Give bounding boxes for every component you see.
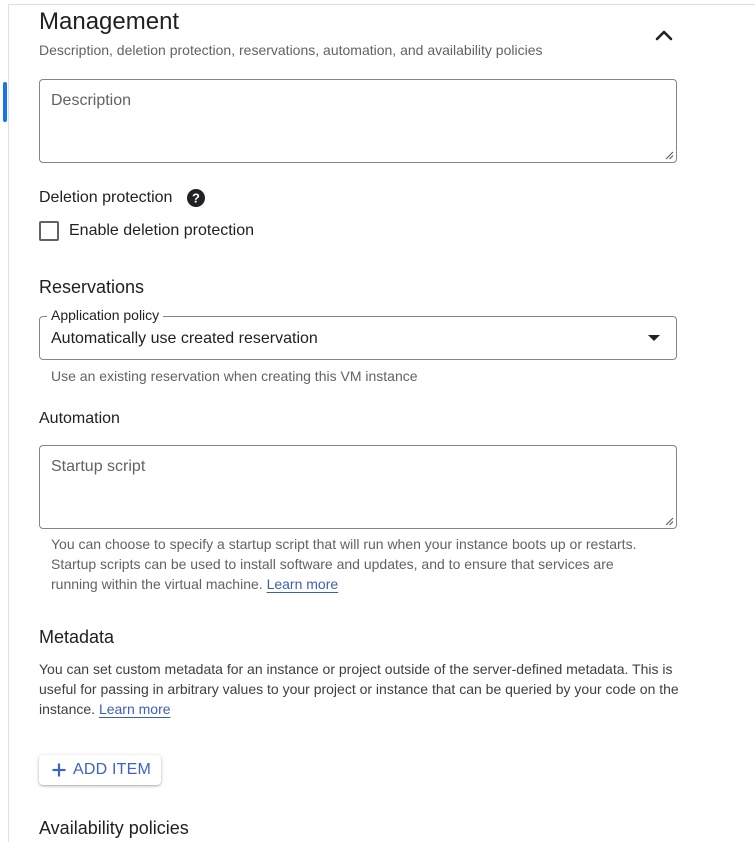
help-circle-icon[interactable]	[187, 189, 205, 207]
metadata-learn-more-link[interactable]: Learn more	[98, 701, 171, 717]
description-input[interactable]	[40, 80, 676, 162]
application-policy-select[interactable]	[39, 307, 677, 360]
add-item-label: ADD ITEM	[73, 761, 152, 778]
application-policy-value: Automatically use created reservation	[51, 330, 318, 347]
startup-script-input[interactable]	[40, 446, 676, 528]
startup-script-hint-text: You can choose to specify a startup script that will run when your instance boots up or restarts. Startup scripts can be used to install software and updates, and to ensure that services are running within the virtual machine.	[51, 536, 637, 592]
add-item-button[interactable]	[39, 755, 161, 785]
chevron-up-icon	[654, 28, 674, 42]
dropdown-arrow-icon	[648, 335, 660, 341]
description-field	[39, 79, 677, 163]
application-policy-label: Application policy	[47, 307, 163, 323]
automation-heading: Automation	[39, 410, 120, 427]
startup-script-hint	[51, 534, 651, 594]
availability-policies-title: Availability policies	[39, 818, 189, 838]
metadata-title: Metadata	[39, 627, 115, 647]
deletion-protection-option[interactable]	[39, 221, 254, 241]
section-title: Management	[39, 8, 180, 35]
rail-active-indicator	[3, 82, 7, 122]
metadata-description	[39, 659, 689, 719]
collapse-section-button[interactable]	[646, 20, 682, 50]
resize-handle-icon[interactable]	[664, 150, 674, 160]
deletion-protection-checkbox[interactable]	[39, 221, 59, 241]
reservation-hint: Use an existing reservation when creating this VM instance	[51, 368, 418, 384]
resize-handle-icon[interactable]	[664, 516, 674, 526]
top-divider	[8, 4, 755, 5]
deletion-protection-checkbox-label: Enable deletion protection	[69, 222, 255, 239]
plus-icon	[51, 762, 67, 778]
reservations-title: Reservations	[39, 277, 145, 297]
svg-text:?: ?	[192, 190, 200, 206]
left-rail	[8, 4, 9, 842]
deletion-protection-heading: Deletion protection	[39, 189, 173, 206]
automation-learn-more-link[interactable]: Learn more	[266, 576, 339, 592]
section-subtitle: Description, deletion protection, reservations, automation, and availability policies	[39, 42, 543, 58]
startup-script-field	[39, 445, 677, 529]
metadata-description-text: You can set custom metadata for an instance or project outside of the server-defined metadata. This is useful for passing in arbitrary values to your project or instance that can be queried by your code on the instance.	[39, 661, 679, 717]
